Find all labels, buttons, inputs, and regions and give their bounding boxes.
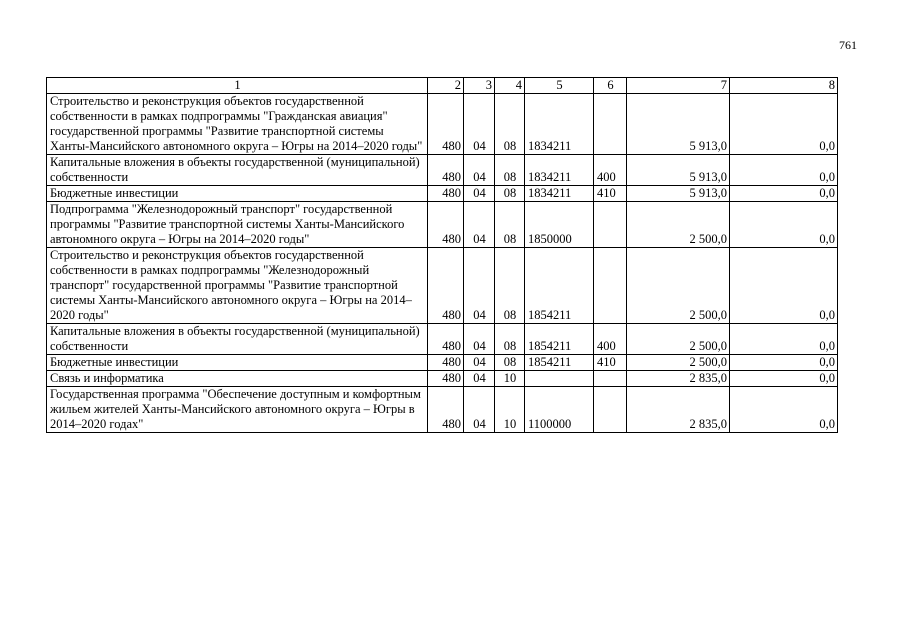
row-amount-2: 0,0 [730, 387, 838, 433]
row-target-code: 1100000 [525, 387, 594, 433]
table-row [47, 94, 838, 155]
row-ministry-code: 480 [428, 202, 464, 248]
row-subsection-code: 10 [495, 387, 525, 433]
row-expense-type-code: 410 [594, 186, 627, 202]
table-row [47, 355, 838, 371]
row-subsection-code: 10 [495, 371, 525, 387]
row-ministry-code: 480 [428, 248, 464, 324]
row-target-code: 1854211 [525, 355, 594, 371]
row-section-code: 04 [464, 371, 495, 387]
row-description: Бюджетные инвестиции [47, 355, 428, 371]
row-amount: 5 913,0 [627, 94, 730, 155]
row-expense-type-code: 410 [594, 355, 627, 371]
row-description: Капитальные вложения в объекты государственной (муниципальной) собственности [47, 324, 428, 355]
row-ministry-code: 480 [428, 155, 464, 186]
row-expense-type-code [594, 94, 627, 155]
row-ministry-code: 480 [428, 94, 464, 155]
budget-table [46, 77, 838, 433]
row-description: Строительство и реконструкция объектов государственной собственности в рамках подпрограммы "Железнодорожный транспорт" государственной программы "Развитие транспортной системы Ханты-Мансийского автономного округа – Югры на 2014–2020 годы" [47, 248, 428, 324]
row-target-code: 1850000 [525, 202, 594, 248]
row-amount-2: 0,0 [730, 324, 838, 355]
row-description: Государственная программа "Обеспечение доступным и комфортным жильем жителей Ханты-Мансийского автономного округа – Югры в 2014–2020 годах" [47, 387, 428, 433]
row-target-code [525, 371, 594, 387]
row-amount: 2 835,0 [627, 371, 730, 387]
column-header: 4 [495, 78, 525, 94]
row-amount: 2 500,0 [627, 355, 730, 371]
table-row [47, 202, 838, 248]
row-ministry-code: 480 [428, 186, 464, 202]
column-header: 5 [525, 78, 594, 94]
row-section-code: 04 [464, 324, 495, 355]
row-amount-2: 0,0 [730, 202, 838, 248]
row-subsection-code: 08 [495, 248, 525, 324]
table-row [47, 155, 838, 186]
row-amount: 2 500,0 [627, 202, 730, 248]
row-subsection-code: 08 [495, 94, 525, 155]
table-header-row [47, 78, 838, 94]
row-section-code: 04 [464, 202, 495, 248]
row-amount-2: 0,0 [730, 248, 838, 324]
row-amount: 2 500,0 [627, 248, 730, 324]
column-header: 7 [627, 78, 730, 94]
page-number: 761 [839, 38, 857, 52]
row-description: Капитальные вложения в объекты государственной (муниципальной) собственности [47, 155, 428, 186]
row-section-code: 04 [464, 248, 495, 324]
row-target-code: 1834211 [525, 155, 594, 186]
table-row [47, 371, 838, 387]
row-amount: 2 500,0 [627, 324, 730, 355]
row-subsection-code: 08 [495, 324, 525, 355]
column-header: 6 [594, 78, 627, 94]
column-header: 2 [428, 78, 464, 94]
row-amount: 5 913,0 [627, 155, 730, 186]
row-section-code: 04 [464, 186, 495, 202]
row-expense-type-code [594, 371, 627, 387]
row-ministry-code: 480 [428, 355, 464, 371]
row-ministry-code: 480 [428, 371, 464, 387]
row-amount-2: 0,0 [730, 355, 838, 371]
row-description: Связь и информатика [47, 371, 428, 387]
column-header: 8 [730, 78, 838, 94]
row-expense-type-code [594, 387, 627, 433]
row-target-code: 1854211 [525, 248, 594, 324]
row-amount-2: 0,0 [730, 186, 838, 202]
row-ministry-code: 480 [428, 324, 464, 355]
row-section-code: 04 [464, 155, 495, 186]
row-section-code: 04 [464, 94, 495, 155]
table-row [47, 186, 838, 202]
row-subsection-code: 08 [495, 186, 525, 202]
row-expense-type-code [594, 248, 627, 324]
column-header: 1 [47, 78, 428, 94]
row-description: Бюджетные инвестиции [47, 186, 428, 202]
row-subsection-code: 08 [495, 355, 525, 371]
table-row [47, 324, 838, 355]
column-header: 3 [464, 78, 495, 94]
row-amount-2: 0,0 [730, 371, 838, 387]
row-expense-type-code: 400 [594, 324, 627, 355]
row-amount-2: 0,0 [730, 94, 838, 155]
row-subsection-code: 08 [495, 155, 525, 186]
row-subsection-code: 08 [495, 202, 525, 248]
row-amount-2: 0,0 [730, 155, 838, 186]
row-description: Строительство и реконструкция объектов государственной собственности в рамках подпрограммы "Гражданская авиация" государственной программы "Развитие транспортной системы Ханты-Мансийского автономного округа – Югры на 2014–2020 годы" [47, 94, 428, 155]
row-target-code: 1834211 [525, 186, 594, 202]
row-expense-type-code [594, 202, 627, 248]
row-ministry-code: 480 [428, 387, 464, 433]
table-row [47, 248, 838, 324]
row-section-code: 04 [464, 387, 495, 433]
table-row [47, 387, 838, 433]
row-amount: 2 835,0 [627, 387, 730, 433]
row-expense-type-code: 400 [594, 155, 627, 186]
row-target-code: 1834211 [525, 94, 594, 155]
row-target-code: 1854211 [525, 324, 594, 355]
row-description: Подпрограмма "Железнодорожный транспорт" государственной программы "Развитие транспортной системы Ханты-Мансийского автономного округа – Югры на 2014–2020 годы" [47, 202, 428, 248]
row-amount: 5 913,0 [627, 186, 730, 202]
row-section-code: 04 [464, 355, 495, 371]
